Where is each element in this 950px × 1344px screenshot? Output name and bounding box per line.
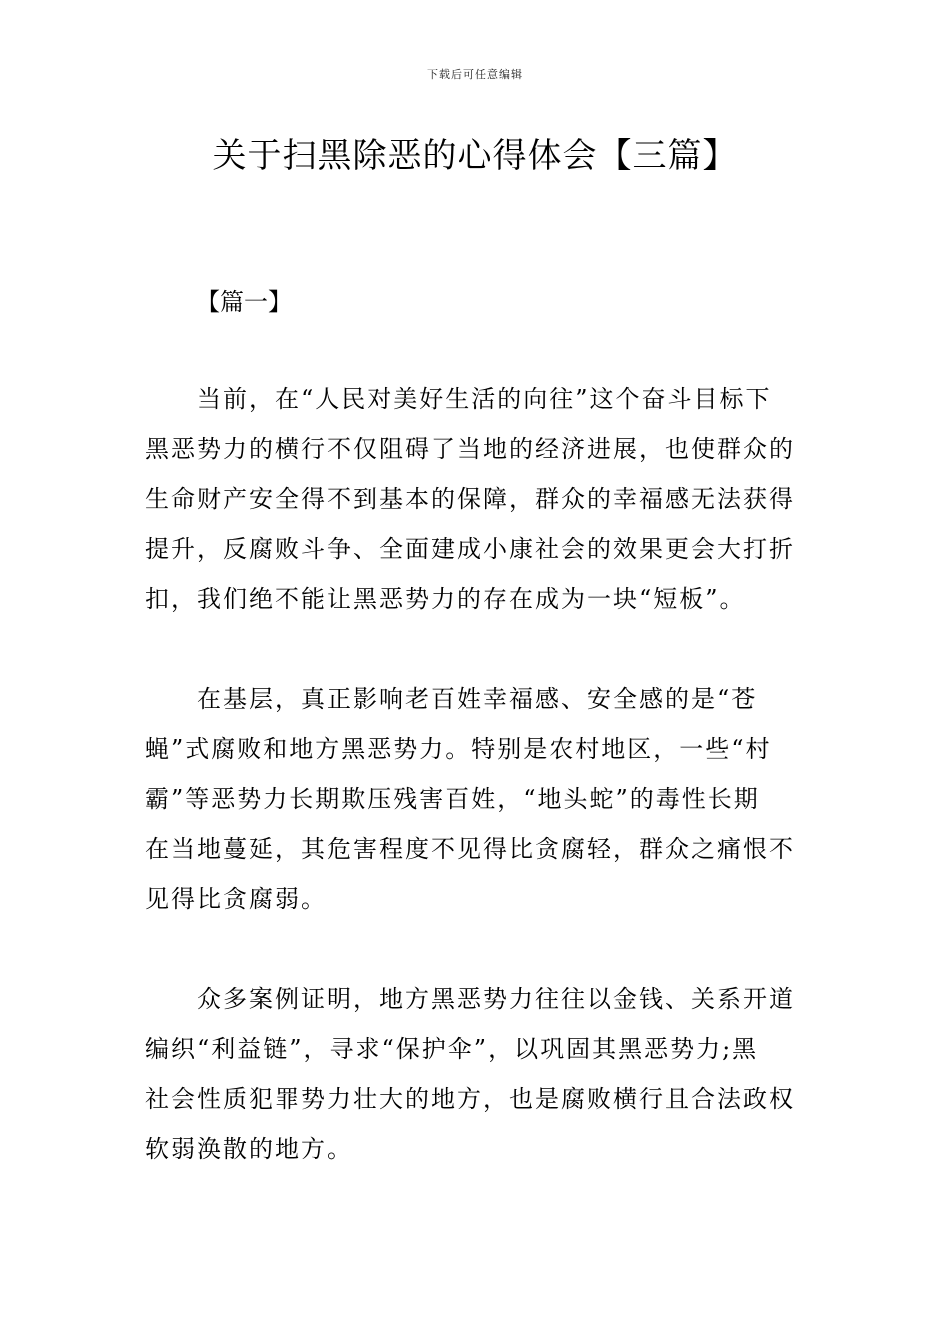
paragraph-line: 当前，在“人民对美好生活的向往”这个奋斗目标下 (197, 385, 772, 413)
paragraph-line: 提升，反腐败斗争、全面建成小康社会的效果更会大打折 (145, 535, 795, 563)
paragraph-line: 在当地蔓延，其危害程度不见得比贪腐轻，群众之痛恨不 (145, 835, 795, 863)
paragraph-3 (145, 974, 810, 1174)
paragraph-line: 在基层，真正影响老百姓幸福感、安全感的是“苍 (197, 685, 758, 713)
paragraph-line: 蝇”式腐败和地方黑恶势力。特别是农村地区，一些“村 (145, 735, 772, 763)
paragraph-2 (145, 674, 810, 924)
header-note: 下载后可任意编辑 (427, 68, 523, 81)
paragraph-line: 众多案例证明，地方黑恶势力往往以金钱、关系开道 (197, 985, 795, 1013)
paragraph-line: 软弱涣散的地方。 (145, 1135, 353, 1163)
paragraph-line: 扣，我们绝不能让黑恶势力的存在成为一块“短板”。 (145, 585, 746, 613)
document-title: 关于扫黑除恶的心得体会【三篇】 (212, 136, 738, 176)
section-label: 【篇一】 (196, 288, 292, 316)
paragraph-line: 霸”等恶势力长期欺压残害百姓，“地头蛇”的毒性长期 (145, 785, 760, 813)
paragraph-line: 编织“利益链”，寻求“保护伞”，以巩固其黑恶势力;黑 (145, 1035, 759, 1063)
paragraph-line: 社会性质犯罪势力壮大的地方，也是腐败横行且合法政权 (145, 1085, 795, 1113)
paragraph-line: 黑恶势力的横行不仅阻碍了当地的经济进展，也使群众的 (145, 435, 795, 463)
paragraph-line: 生命财产安全得不到基本的保障，群众的幸福感无法获得 (145, 485, 795, 513)
paragraph-line: 见得比贪腐弱。 (145, 885, 327, 913)
paragraph-1 (145, 374, 810, 624)
